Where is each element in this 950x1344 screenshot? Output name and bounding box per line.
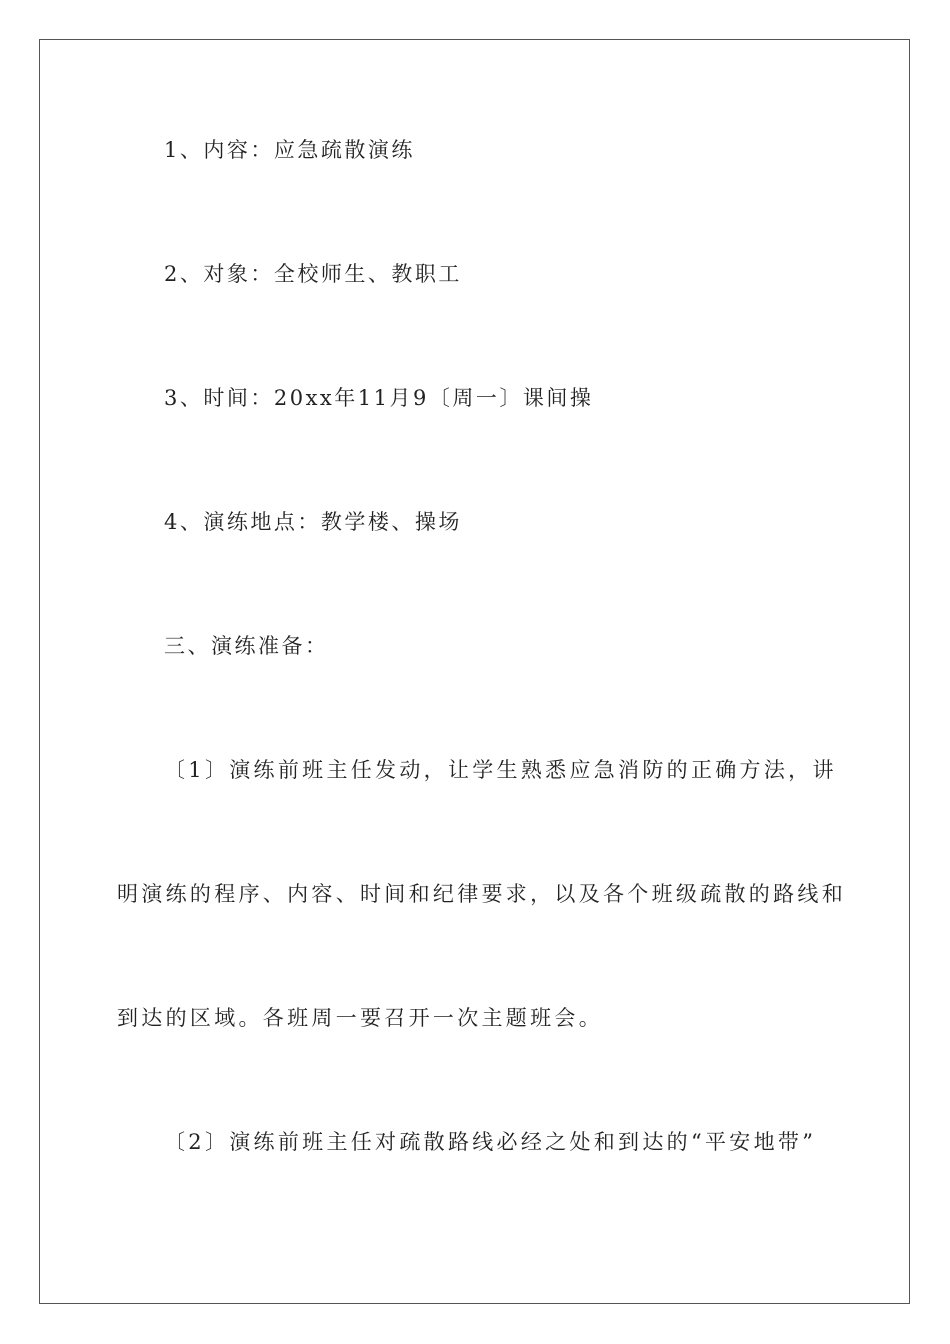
paragraph-1-line-3: 到达的区域。各班周一要召开一次主题班会。 — [117, 1006, 603, 1030]
paragraph-1-line-2: 明演练的程序、内容、时间和纪律要求，以及各个班级疏散的路线和 — [117, 882, 846, 906]
paragraph-2-line-1: 〔2〕演练前班主任对疏散路线必经之处和到达的“平安地带” — [164, 1130, 817, 1154]
item-content: 1、内容：应急疏散演练 — [164, 138, 415, 162]
item-time: 3、时间：20xx年11月9〔周一〕课间操 — [164, 386, 594, 410]
paragraph-1-line-1: 〔1〕演练前班主任发动，让学生熟悉应急消防的正确方法，讲 — [164, 758, 837, 782]
item-location: 4、演练地点：教学楼、操场 — [164, 510, 462, 534]
item-target: 2、对象：全校师生、教职工 — [164, 262, 462, 286]
page-border — [39, 39, 910, 1304]
section-heading-preparation: 三、演练准备： — [164, 634, 329, 658]
